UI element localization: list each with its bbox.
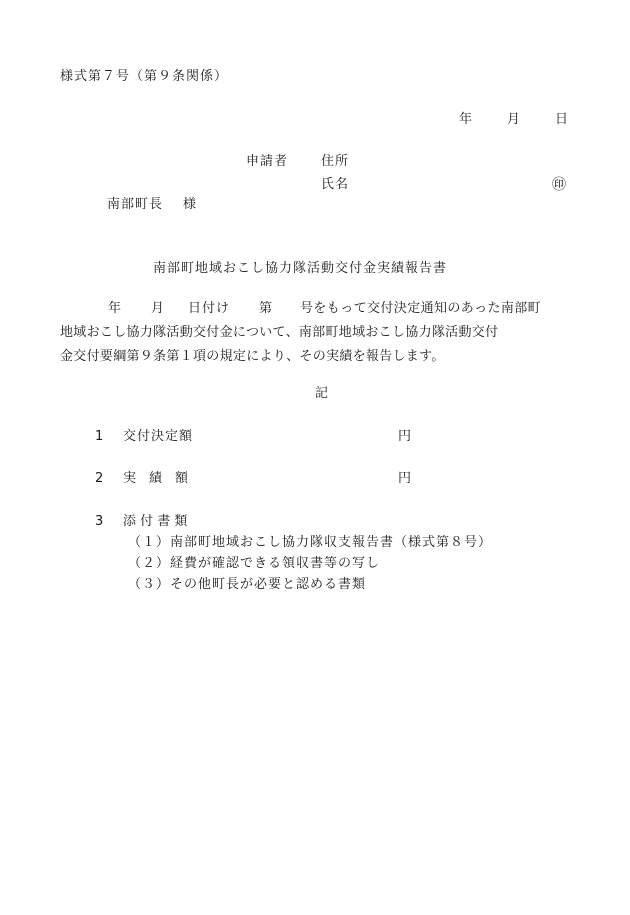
item-label: 実 績 額 xyxy=(123,471,189,486)
addressee-name: 南部町長 xyxy=(107,197,164,212)
body-line-1: 年 月 日付け 第 号をもって交付決定通知のあった南部町 xyxy=(108,301,542,316)
item-number: 3 xyxy=(95,514,104,529)
name-label: 氏名 xyxy=(321,177,350,192)
seal-mark: ㊞ xyxy=(552,177,566,193)
item-unit: 円 xyxy=(398,429,412,444)
body-line-3: 金交付要綱第９条第１項の規定により、その実績を報告します。 xyxy=(60,349,445,364)
date-year-label: 年 xyxy=(459,112,473,127)
date-month-label: 月 xyxy=(507,112,521,127)
body-paragraph xyxy=(60,297,580,369)
item-unit: 円 xyxy=(398,471,412,486)
document-title: 南部町地域おこし協力隊活動交付金実績報告書 xyxy=(153,261,448,276)
item-number: 1 xyxy=(95,429,104,444)
applicant-label: 申請者 xyxy=(246,154,289,169)
attachment-item: （１）南部町地域おこし協力隊収支報告書（様式第８号） xyxy=(128,535,493,550)
item-label: 交付決定額 xyxy=(123,429,194,444)
item-number: 2 xyxy=(95,471,104,486)
item-label: 添 付 書 類 xyxy=(123,514,188,529)
attachment-item: （３）その他町長が必要と認める書類 xyxy=(128,577,367,592)
body-line-2: 地域おこし協力隊活動交付金について、南部町地域おこし協力隊活動交付 xyxy=(60,325,499,340)
addressee-honorific: 様 xyxy=(183,197,197,212)
form-number: 様式第７号（第９条関係） xyxy=(60,69,229,84)
address-label: 住所 xyxy=(321,154,350,169)
attachment-item: （２）経費が確認できる領収書等の写し xyxy=(128,556,381,571)
ki-heading: 記 xyxy=(315,386,329,401)
date-day-label: 日 xyxy=(555,112,569,127)
